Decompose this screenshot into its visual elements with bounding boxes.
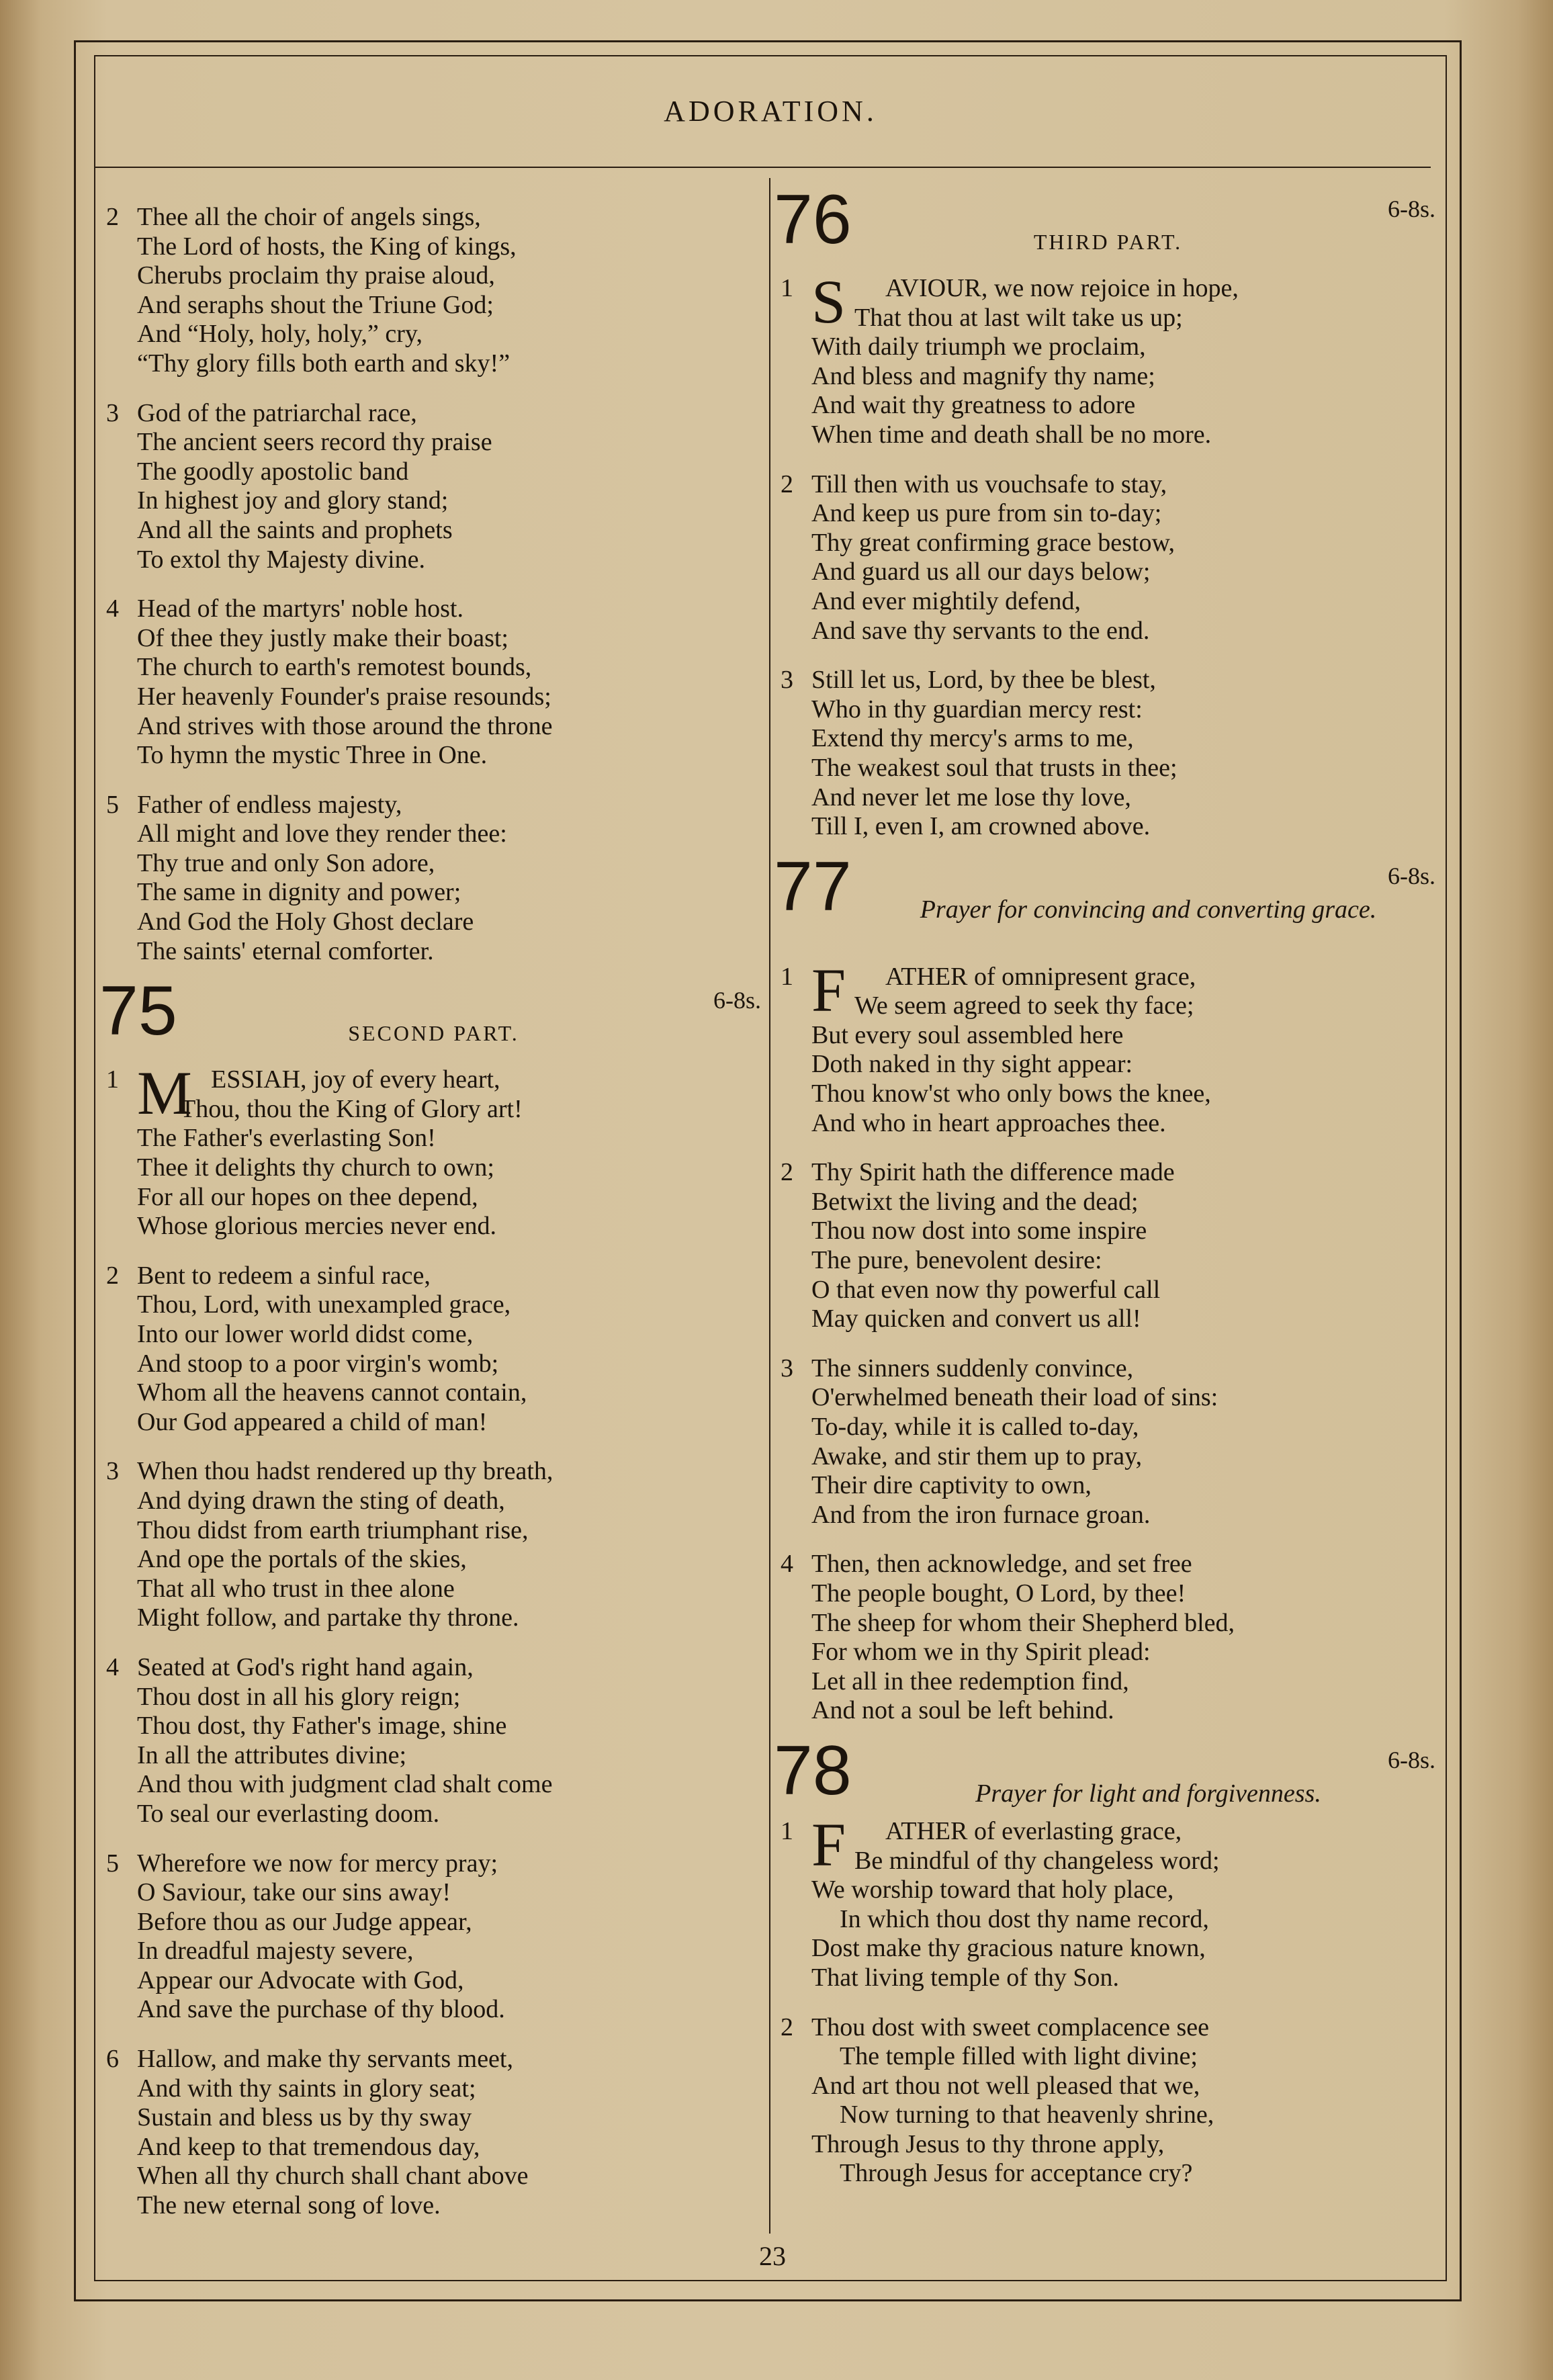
stanza-number: 2: [781, 2013, 793, 2041]
verse-line: The pure, benevolent desire:: [811, 1246, 1102, 1275]
hymn76-stanza: [781, 267, 1435, 450]
verse-line: May quicken and convert us all!: [811, 1305, 1141, 1333]
verse-line: Thou, Lord, with unexampled grace,: [137, 1290, 511, 1319]
verse-line: The church to earth's remotest bounds,: [137, 653, 532, 682]
verse-line: In dreadful majesty severe,: [137, 1937, 414, 1966]
verse-line: Her heavenly Founder's praise resounds;: [137, 682, 551, 711]
verse-line: Thy great confirming grace bestow,: [811, 528, 1175, 557]
stanza-number: 4: [106, 1652, 119, 1681]
hymn78-stanza: [781, 2013, 1435, 2189]
page-number: 23: [759, 2241, 786, 2271]
hymn77-stanza: [781, 1158, 1435, 1334]
verse-line: 6 Hallow, and make thy servants meet,: [106, 2045, 513, 2074]
hymn78-stanza: [781, 1810, 1435, 1993]
verse-line: When all thy church shall chant above: [137, 2162, 529, 2191]
verse-line: Who in thy guardian mercy rest:: [811, 695, 1143, 723]
verse-line: To hymn the mystic Three in One.: [137, 741, 488, 770]
verse-line: 1 F ATHER of omnipresent grace,: [781, 955, 1196, 1024]
verse-line: And seraphs shout the Triune God;: [137, 290, 494, 319]
stanza-number: 1: [781, 274, 793, 302]
verse-line: Their dire captivity to own,: [811, 1471, 1092, 1500]
verse-line: And with thy saints in glory seat;: [137, 2074, 476, 2103]
hymn76-stanza: [781, 666, 1435, 842]
verse-line: 1 F ATHER of everlasting grace,: [781, 1810, 1182, 1879]
hymn74-stanza: [106, 203, 761, 379]
verse-line: 1 M ESSIAH, joy of every heart,: [106, 1059, 500, 1128]
hymn75-stanza: [106, 1849, 761, 2025]
hymn-part: SECOND PART.: [348, 1021, 519, 1046]
verse-line: That all who trust in thee alone: [137, 1574, 455, 1603]
verse-line: And not a soul be left behind.: [811, 1696, 1114, 1725]
verse-line: All might and love they render thee:: [137, 820, 507, 848]
verse-line: And ever mightily defend,: [811, 586, 1081, 615]
verse-line: And guard us all our days below;: [811, 558, 1151, 586]
verse-line: Cherubs proclaim thy praise aloud,: [137, 261, 495, 290]
verse-line: Thou didst from earth triumphant rise,: [137, 1515, 529, 1544]
verse-line: “Thy glory fills both earth and sky!”: [137, 349, 511, 378]
verse-line: 2 Till then with us vouchsafe to stay,: [781, 470, 1167, 498]
verse-line: Be mindful of thy changeless word;: [854, 1846, 1220, 1875]
verse-line: Of thee they justly make their boast;: [137, 623, 508, 652]
hymn-meter: 6-8s.: [713, 987, 761, 1014]
verse-line: And never let me lose thy love,: [811, 783, 1131, 811]
verse-line: And save thy servants to the end.: [811, 616, 1150, 645]
verse-line: And ope the portals of the skies,: [137, 1545, 467, 1574]
verse-line: And God the Holy Ghost declare: [137, 908, 474, 936]
hymn-title: Prayer for convincing and converting grace.: [920, 895, 1377, 924]
hymn77-stanza: [781, 1550, 1435, 1726]
verse-line: Till I, even I, am crowned above.: [811, 812, 1151, 841]
hymn-77-heading: [774, 847, 1435, 963]
stanza-number: 2: [781, 470, 793, 498]
hymn-number: 75: [99, 972, 177, 1051]
hymn75-stanza: [106, 1059, 761, 1241]
verse-line: O'erwhelmed beneath their load of sins:: [811, 1383, 1218, 1412]
verse-line: And strives with those around the throne: [137, 711, 553, 740]
verse-line: And from the iron furnace groan.: [811, 1500, 1151, 1529]
stanza-number: 5: [106, 790, 119, 819]
stanza-number: 1: [106, 1065, 119, 1094]
verse-line: With daily triumph we proclaim,: [811, 333, 1146, 361]
verse-line: Betwixt the living and the dead;: [811, 1187, 1139, 1216]
left-column: [99, 203, 761, 2241]
verse-line: Whose glorious mercies never end.: [137, 1212, 496, 1241]
verse-line: 5 Father of endless majesty,: [106, 790, 402, 819]
verse-line: Whom all the heavens cannot contain,: [137, 1378, 527, 1407]
verse-line: And art thou not well pleased that we,: [811, 2071, 1200, 2100]
stanza-number: 2: [781, 1158, 793, 1187]
verse-line: In all the attributes divine;: [137, 1740, 407, 1769]
verse-line: And bless and magnify thy name;: [811, 361, 1155, 390]
verse-line: 4 Head of the martyrs' noble host.: [106, 594, 463, 623]
stanza-number: 1: [781, 1816, 793, 1845]
drop-cap: M: [137, 1059, 192, 1128]
verse-line: The same in dignity and power;: [137, 878, 461, 907]
verse-line: We worship toward that holy place,: [811, 1876, 1174, 1904]
verse-line: O Saviour, take our sins away!: [137, 1878, 451, 1907]
hymn-title: Prayer for light and forgivenness.: [975, 1779, 1321, 1808]
verse-line: 4 Seated at God's right hand again,: [106, 1652, 474, 1681]
verse-line: And who in heart approaches thee.: [811, 1108, 1166, 1137]
verse-line: Thou dost in all his glory reign;: [137, 1682, 461, 1711]
verse-line: Might follow, and partake thy throne.: [137, 1603, 519, 1632]
verse-line: Into our lower world didst come,: [137, 1320, 474, 1348]
page-header: ADORATION.: [664, 95, 877, 128]
verse-line: And wait thy greatness to adore: [811, 391, 1136, 420]
hymn-75-heading: [99, 972, 761, 1065]
verse-line: 3 Still let us, Lord, by thee be blest,: [781, 666, 1156, 695]
verse-line: In which thou dost thy name record,: [840, 1904, 1209, 1933]
stanza-number: 3: [106, 1457, 119, 1486]
verse-line: 2 Thy Spirit hath the difference made: [781, 1158, 1175, 1187]
verse-line: And thou with judgment clad shalt come: [137, 1770, 553, 1799]
verse-line: And keep us pure from sin to-day;: [811, 499, 1162, 528]
stanza-number: 3: [781, 1354, 793, 1382]
verse-line: But every soul assembled here: [811, 1020, 1124, 1049]
verse-line: Dost make thy gracious nature known,: [811, 1934, 1206, 1963]
hymn74-stanza: [106, 594, 761, 770]
hymn74-stanza: [106, 399, 761, 575]
verse-line: For all our hopes on thee depend,: [137, 1182, 478, 1211]
hymn75-stanza: [106, 1653, 761, 1829]
verse-line: 2 Bent to redeem a sinful race,: [106, 1261, 431, 1290]
verse-line: Appear our Advocate with God,: [137, 1966, 464, 1994]
hymn-number: 76: [774, 181, 852, 259]
verse-line: And stoop to a poor virgin's womb;: [137, 1349, 499, 1378]
hymn75-stanza: [106, 2045, 761, 2221]
verse-line: Thou, thou the King of Glory art!: [180, 1094, 523, 1123]
verse-line: Through Jesus for acceptance cry?: [840, 2159, 1193, 2188]
verse-line: The people bought, O Lord, by thee!: [811, 1579, 1186, 1607]
verse-line: The weakest soul that trusts in thee;: [811, 753, 1178, 782]
header-rule: [94, 167, 1431, 168]
verse-line: Extend thy mercy's arms to me,: [811, 724, 1134, 753]
stanza-number: 4: [781, 1550, 793, 1579]
hymn-number: 77: [774, 847, 852, 926]
verse-line: And dying drawn the sting of death,: [137, 1486, 505, 1515]
hymn74-stanza: [106, 791, 761, 967]
hymn-meter: 6-8s.: [1388, 1746, 1435, 1773]
hymn75-stanza: [106, 1262, 761, 1438]
verse-line: 5 Wherefore we now for mercy pray;: [106, 1849, 498, 1878]
verse-line: The saints' eternal comforter.: [137, 936, 434, 965]
stanza-number: 3: [106, 398, 119, 427]
hymn76-stanza: [781, 470, 1435, 646]
stanza-number: 2: [106, 1261, 119, 1290]
verse-line: 1 S AVIOUR, we now rejoice in hope,: [781, 267, 1239, 336]
stanza-number: 2: [106, 203, 119, 231]
verse-line: Doth naked in thy sight appear:: [811, 1050, 1133, 1079]
stanza-number: 6: [106, 2045, 119, 2074]
column-divider: [769, 178, 770, 2234]
verse-line: Through Jesus to thy throne apply,: [811, 2129, 1165, 2158]
hymn-meter: 6-8s.: [1388, 862, 1435, 889]
hymn-number: 78: [774, 1731, 852, 1810]
hymn-76-heading: [774, 181, 1435, 274]
verse-line: To extol thy Majesty divine.: [137, 545, 426, 574]
hymn75-stanza: [106, 1457, 761, 1633]
verse-line: In highest joy and glory stand;: [137, 486, 449, 515]
verse-line: The temple filled with light divine;: [840, 2042, 1198, 2071]
verse-line: 2 Thou dost with sweet complacence see: [781, 2013, 1209, 2041]
verse-line: Thou now dost into some inspire: [811, 1217, 1147, 1245]
verse-line: And all the saints and prophets: [137, 515, 453, 544]
drop-cap: F: [811, 955, 846, 1024]
hymn77-stanza: [781, 1354, 1435, 1530]
verse-line: The Father's everlasting Son!: [137, 1124, 436, 1153]
verse-line: Before thou as our Judge appear,: [137, 1907, 472, 1936]
verse-line: Awake, and stir them up to pray,: [811, 1442, 1143, 1470]
hymn-meter: 6-8s.: [1388, 195, 1435, 222]
verse-line: Thou know'st who only bows the knee,: [811, 1079, 1211, 1108]
verse-line: To-day, while it is called to-day,: [811, 1413, 1139, 1441]
verse-line: 4 Then, then acknowledge, and set free: [781, 1550, 1192, 1579]
verse-line: Sustain and bless us by thy sway: [137, 2103, 472, 2132]
stanza-number: 1: [781, 962, 793, 991]
verse-line: And “Holy, holy, holy,” cry,: [137, 320, 423, 349]
verse-line: Thee it delights thy church to own;: [137, 1153, 494, 1182]
verse-line: The goodly apostolic band: [137, 457, 409, 486]
hymn-part: THIRD PART.: [1033, 230, 1183, 254]
drop-cap: F: [811, 1810, 846, 1879]
drop-cap: S: [811, 267, 846, 336]
verse-line: We seem agreed to seek thy face;: [854, 991, 1194, 1020]
verse-line: 3 The sinners suddenly convince,: [781, 1354, 1134, 1382]
verse-line: Our God appeared a child of man!: [137, 1407, 488, 1436]
verse-line: And save the purchase of thy blood.: [137, 1995, 505, 2024]
verse-line: 2 Thee all the choir of angels sings,: [106, 203, 481, 231]
hymn77-stanza: [781, 955, 1435, 1139]
stanza-number: 4: [106, 594, 119, 623]
verse-line: The sheep for whom their Shepherd bled,: [811, 1608, 1235, 1637]
verse-line: For whom we in thy Spirit plead:: [811, 1638, 1151, 1667]
verse-line: 3 God of the patriarchal race,: [106, 398, 417, 427]
hymn-78-heading: [774, 1731, 1435, 1817]
right-column: [774, 181, 1435, 2209]
verse-line: Thou dost, thy Father's image, shine: [137, 1712, 507, 1740]
verse-line: And keep to that tremendous day,: [137, 2132, 480, 2161]
verse-line: Let all in thee redemption find,: [811, 1667, 1129, 1695]
verse-line: The Lord of hosts, the King of kings,: [137, 232, 517, 261]
verse-line: That thou at last wilt take us up;: [854, 303, 1183, 332]
stanza-number: 3: [781, 666, 793, 695]
verse-line: Now turning to that heavenly shrine,: [840, 2101, 1214, 2129]
verse-line: The new eternal song of love.: [137, 2191, 441, 2220]
verse-line: To seal our everlasting doom.: [137, 1799, 440, 1828]
verse-line: Thy true and only Son adore,: [137, 848, 435, 877]
verse-line: The ancient seers record thy praise: [137, 428, 492, 457]
verse-line: When time and death shall be no more.: [811, 420, 1212, 449]
verse-line: 3 When thou hadst rendered up thy breath,: [106, 1457, 553, 1486]
verse-line: That living temple of thy Son.: [811, 1963, 1120, 1992]
verse-line: O that even now thy powerful call: [811, 1275, 1161, 1304]
stanza-number: 5: [106, 1849, 119, 1878]
